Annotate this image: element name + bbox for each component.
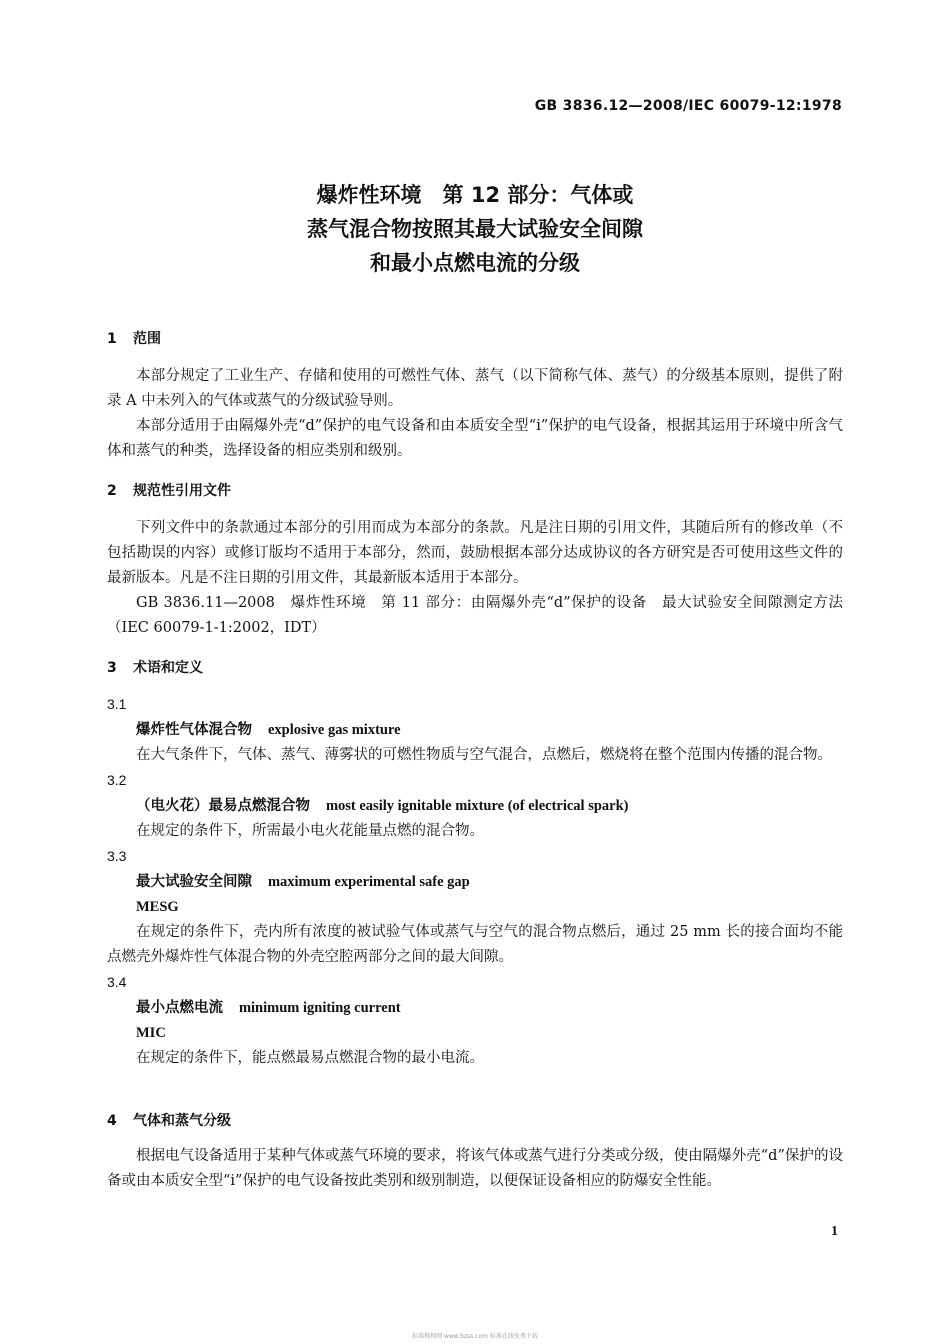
clause-number: 3.2 (107, 772, 127, 788)
term-zh: 最小点燃电流 (136, 1000, 223, 1016)
term (107, 717, 843, 743)
title-line: 蒸气混合物按照其最大试验安全间隙 (307, 217, 643, 241)
clause-number: 3.1 (107, 696, 127, 712)
section-heading (107, 479, 843, 504)
section-title: 气体和蒸气分级 (133, 1113, 231, 1129)
term-zh: 最大试验安全间隙 (136, 874, 252, 890)
title-line: 爆炸性环境 第 12 部分：气体或 (316, 183, 634, 207)
clause-number: 3.4 (107, 974, 127, 990)
term (107, 793, 843, 819)
section-heading (107, 1109, 843, 1134)
section-title: 规范性引用文件 (133, 483, 231, 499)
term-zh: 爆炸性气体混合物 (136, 722, 252, 738)
standard-code: GB 3836.12—2008/IEC 60079-12:1978 (534, 98, 842, 114)
section-number: 3 (107, 660, 117, 676)
definition: 在大气条件下，气体、蒸气、薄雾状的可燃性物质与空气混合，点燃后，燃烧将在整个范围内传播的混合物。 (136, 747, 832, 763)
paragraph: 本部分适用于由隔爆外壳“d”保护的电气设备和由本质安全型“i”保护的电气设备，根据其运用于环境中所含气体和蒸气的种类，选择设备的相应类别和级别。 (107, 418, 843, 459)
section-number: 1 (107, 331, 117, 347)
term (107, 995, 843, 1021)
term-zh: （电火花）最易点燃混合物 (136, 798, 310, 814)
term-en: minimum igniting current (238, 1000, 401, 1016)
title-line: 和最小点燃电流的分级 (370, 251, 580, 275)
definition: 在规定的条件下，所需最小电火花能量点燃的混合物。 (136, 823, 484, 839)
paragraph: 本部分规定了工业生产、存储和使用的可燃性气体、蒸气（以下简称气体、蒸气）的分级基本原则，提供了附录 A 中未列入的气体或蒸气的分级试验导则。 (107, 368, 843, 409)
clause-number: 3.3 (107, 848, 127, 864)
term-abbreviation: MIC (136, 1025, 166, 1041)
section-body (107, 364, 843, 464)
definitions (107, 692, 843, 1071)
section-heading (107, 327, 843, 352)
section-title: 术语和定义 (133, 660, 203, 676)
section-body (107, 516, 843, 641)
paragraph: 下列文件中的条款通过本部分的引用而成为本部分的条款。凡是注日期的引用文件，其随后所有的修改单（不包括勘误的内容）或修订版均不适用于本部分，然而，鼓励根据本部分达成协议的各方研究是否可使用这些文件的最新版本。凡是不注日期的引用文件，其最新版本适用于本部分。 (107, 520, 843, 586)
term-en: explosive gas mixture (267, 722, 401, 738)
section-heading (107, 656, 843, 681)
term-en: most easily ignitable mixture (of electrical spark) (325, 798, 629, 814)
footer-watermark: 标准搜搜网 www.bzss.com 标准在线免费下载 (412, 1333, 538, 1340)
section-title: 范围 (133, 331, 161, 347)
term-en: maximum experimental safe gap (267, 874, 470, 890)
document-title (0, 178, 950, 280)
section-number: 4 (107, 1113, 117, 1129)
section-body (107, 1144, 843, 1194)
reference-item: GB 3836.11—2008 爆炸性环境 第 11 部分：由隔爆外壳“d”保护的设备 最大试验安全间隙测定方法（IEC 60079-1-1:2002，IDT） (107, 595, 843, 636)
page-number: 1 (831, 1224, 838, 1239)
definition: 在规定的条件下，壳内所有浓度的被试验气体或蒸气与空气的混合物点燃后，通过 25 mm 长的接合面均不能点燃壳外爆炸性气体混合物的外壳空腔两部分之间的最大间隙。 (107, 924, 843, 965)
definition: 在规定的条件下，能点燃最易点燃混合物的最小电流。 (136, 1050, 484, 1066)
term-abbreviation: MESG (136, 899, 179, 915)
section-number: 2 (107, 483, 117, 499)
paragraph: 根据电气设备适用于某种气体或蒸气环境的要求，将该气体或蒸气进行分类或分级，使由隔爆外壳“d”保护的设备或由本质安全型“i”保护的电气设备按此类别和级别制造，以便保证设备相应的防爆安全性能。 (107, 1148, 843, 1189)
term (107, 869, 843, 895)
